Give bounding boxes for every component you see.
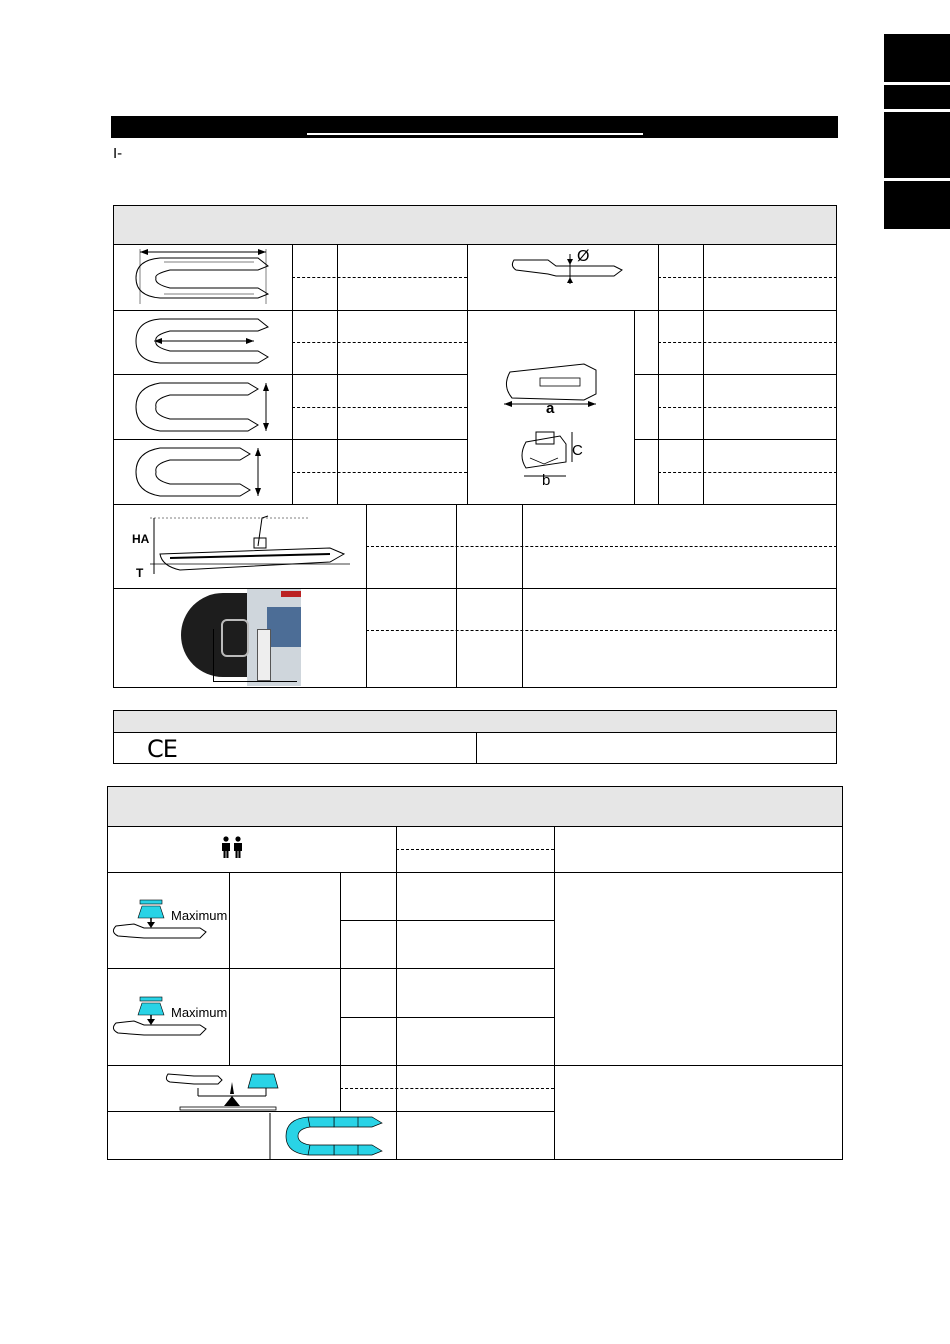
dim-b: b [542, 472, 551, 489]
section-title-bar [111, 116, 838, 138]
section-marker: I- [113, 145, 123, 162]
diameter-symbol: Ø [577, 248, 590, 265]
boat-width-icon [130, 377, 280, 437]
page-tab-4 [884, 181, 950, 229]
dim-c: C [572, 442, 583, 459]
tube-diameter-icon [508, 248, 628, 288]
title-underline [307, 133, 643, 135]
boat-length-icon [130, 248, 280, 306]
boat-inner-width-icon [130, 442, 280, 502]
boat-height-draft-icon [150, 510, 350, 584]
dim-a: a [546, 400, 555, 417]
persons-icon [220, 836, 244, 860]
load-table-header [108, 787, 842, 827]
tube-compartments-icon [268, 1113, 388, 1159]
dimensions-table-header [114, 206, 836, 245]
boat-transom-photo [181, 589, 301, 686]
boat-packed-icon [500, 360, 600, 490]
ce-mark-icon: CE [147, 735, 177, 763]
maximum-label-2: Maximum [171, 1005, 228, 1020]
draft-label: T [136, 566, 144, 580]
page-tab-2 [884, 85, 950, 109]
ce-table-header [114, 711, 836, 733]
boat-inner-length-icon [130, 313, 280, 371]
height-label: HA [132, 532, 150, 546]
maximum-label-1: Maximum [171, 908, 228, 923]
page-tab-3 [884, 112, 950, 178]
balance-icon [160, 1068, 290, 1112]
page-tab-1 [884, 34, 950, 82]
